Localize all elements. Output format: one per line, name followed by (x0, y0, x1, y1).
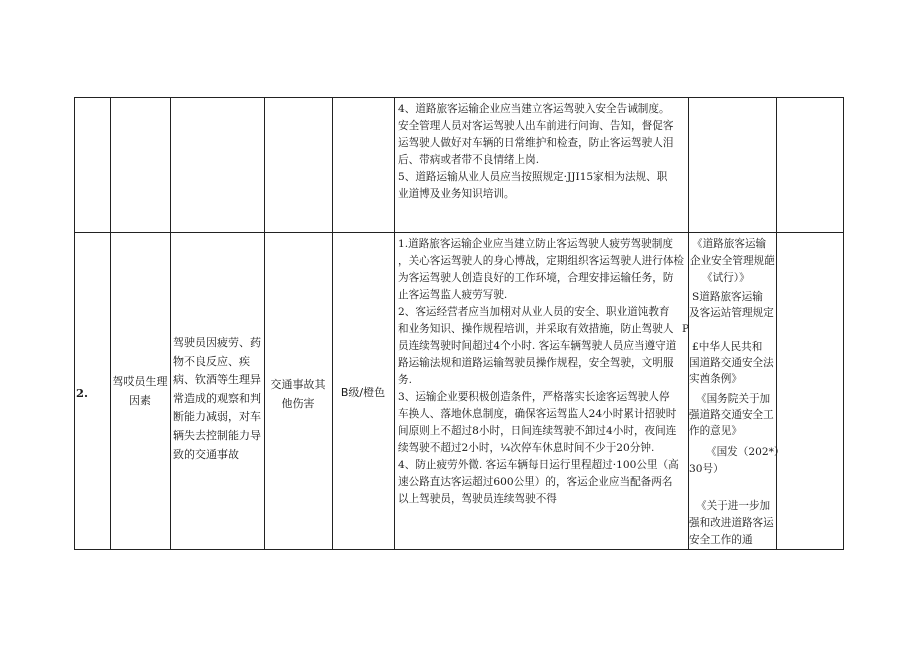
reference-line: 实酋条例》 (689, 373, 742, 385)
reference-line: 企业安全管理规葩 (690, 255, 775, 267)
column-border (74, 97, 75, 550)
hazard-category: 驾哎员生理因素 (112, 375, 168, 407)
row1-measure-line: 5、道路运输从业人员应当按照规定·JJI15家相为法规、职 (398, 171, 668, 183)
row-divider (74, 232, 844, 233)
row1-measure-line: 后、带病或者带不良情绪上岗. (398, 154, 540, 166)
measure-line: 员连续驾驶时间超过4个小时. 客运车辆驾驶人员应当遵守道 (398, 340, 677, 352)
reference-line: S道路旅客运输 (692, 291, 763, 303)
reference-line: £中华人民共和 (692, 341, 763, 353)
column-border (110, 97, 111, 550)
row1-measure-line: 4、道路旅客运输企业应当建立客运驾驶入安全告诫制度。 (398, 103, 670, 115)
measure-line: 为客运驾驶人创造良好的工作环境，合理安排运输任务，防 (398, 272, 674, 284)
row-index: 2. (76, 386, 89, 400)
reference-line: 国道路交通安全法 (689, 357, 774, 369)
reference-line: 作的意见》 (689, 425, 742, 437)
measure-line: 路运输法规和道路运输驾驶员操作规程，安全驾驶，文明服 (398, 357, 674, 369)
reference-line: 《试行）》 (702, 272, 750, 284)
column-border (394, 97, 395, 550)
measure-line: 3、运输企业要积极创造条件，严格落实长途客运驾驶人停 (398, 391, 670, 403)
row1-measure-line: 安全管理人员对客运驾驶人出车前进行问询、告知，督促客 (398, 120, 674, 132)
column-border (843, 97, 844, 550)
reference-line: 30号） (689, 463, 724, 475)
row1-measure-line: 业道博及业务知识培训。 (398, 188, 515, 200)
measure-line: 1.道路旅客运输企业应当建立防止客运驾驶人疲劳驾驶制度 (398, 238, 673, 250)
table-bottom-border (74, 549, 844, 550)
measure-line: 2、客运经营者应当加栩对从业人员的安全、职业道饨教育 (398, 306, 670, 318)
reference-line: 《国务院关于加 (696, 393, 771, 405)
accident-type: 交通事故其他伤害 (270, 378, 326, 410)
measure-line: 止客运驾监人疲劳写驶. (398, 289, 508, 301)
column-border (776, 97, 777, 550)
measure-line: 续驾驶不超过2小时，¼次停车休息时间不少于20分钟. (398, 442, 655, 454)
measure-line: 间原则上不超过8小时，日间连续驾驶不卸过4小时，夜间连 (398, 425, 677, 437)
column-border (264, 97, 265, 550)
column-border (332, 97, 333, 550)
measure-line: 和业务知识、操作规程培训，并采取有效措施，防止驾驶人 (398, 323, 674, 335)
measure-line: 务. (398, 374, 412, 386)
reference-line: P (682, 323, 690, 335)
reference-line: 《关于进一步加 (696, 500, 771, 512)
reference-line: 《道路旅客运输 (692, 238, 767, 250)
table-top-border (74, 97, 844, 98)
risk-level: B级/橙色 (340, 386, 386, 399)
measure-line: 车换人、落地休息制度，确保客运驾监人24小时累计招驶时 (398, 408, 677, 420)
reference-line: 《国发（202*） (706, 446, 785, 458)
measure-line: 4、防止疲劳外微. 客运车辆每日运行里程超过·100公里（高 (398, 459, 679, 471)
reference-line: 及客运站管理规定 (689, 307, 774, 319)
measure-line: ，关心客运驾驶人的身心博战，定期组织客运驾驶人进行体检 (398, 255, 685, 267)
reference-line: 安全工作的通 (689, 534, 753, 546)
reference-line: 强道路交通安全工 (689, 409, 774, 421)
measure-line: 以上驾驶员，驾驶员连续驾驶不得 (398, 493, 557, 505)
measure-line: 速公路直达客运超过600公里）的，客运企业应当配备两名 (398, 476, 673, 488)
hazard-description: 驾驶员因疲劳、药物不良反应、疾病、钦酒等生理异常造成的观察和判断能力减弱，对车辆失去控制能力导致的交通事故 (173, 336, 261, 461)
column-border (170, 97, 171, 550)
row1-measure-line: 运驾驶人做好对车辆的日常维护和检查，防止客运驾驶人泪 (398, 137, 674, 149)
reference-line: 强和改进道路客运 (689, 517, 774, 529)
